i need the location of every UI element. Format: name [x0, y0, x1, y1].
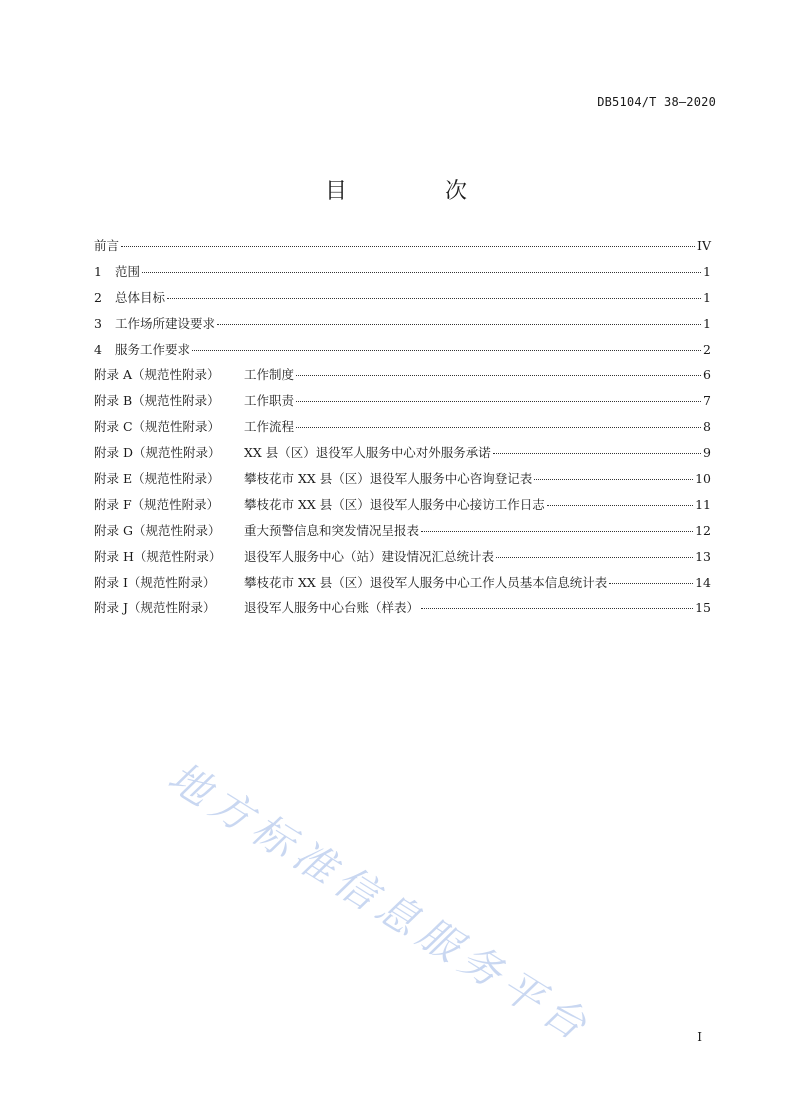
toc-entry-title: 服务工作要求: [115, 341, 191, 357]
toc-entry-title: 总体目标: [115, 289, 166, 305]
toc-entry[interactable]: [94, 573, 711, 599]
toc-entry-number: 3: [94, 315, 102, 331]
toc-entry-page: 1: [703, 289, 711, 305]
toc-dot-leader: [121, 246, 695, 247]
toc-dot-leader: [296, 427, 701, 428]
toc-entry[interactable]: [94, 391, 711, 417]
toc-entry-title: XX 县（区）退役军人服务中心对外服务承诺: [244, 445, 491, 461]
toc-entry-page: 1: [703, 263, 711, 279]
toc-entry-appendix-label: 附录 B（规范性附录）: [94, 393, 220, 409]
toc-entry-title: 退役军人服务中心台账（样表）: [244, 600, 420, 616]
toc-entry-page: 14: [695, 574, 711, 590]
toc-entry-title: 工作职责: [244, 393, 295, 409]
toc-dot-leader: [296, 375, 701, 376]
toc-entry[interactable]: [94, 443, 711, 469]
toc-entry-page: 9: [703, 445, 711, 461]
toc-entry-number: 1: [94, 263, 102, 279]
watermark: 地方标准信息服务平台: [159, 752, 601, 1053]
toc-entry-page: 8: [703, 419, 711, 435]
toc-entry-page: 7: [703, 393, 711, 409]
toc-dot-leader: [609, 583, 693, 584]
toc-dot-leader: [142, 272, 701, 273]
toc-entry[interactable]: [94, 417, 711, 443]
toc-entry-appendix-label: 附录 G（规范性附录）: [94, 522, 221, 538]
toc-entry[interactable]: [94, 314, 711, 340]
toc-entry-appendix-label: 附录 I（规范性附录）: [94, 574, 216, 590]
toc-entry-page: 6: [703, 367, 711, 383]
toc-entry-title: 工作流程: [244, 419, 295, 435]
toc-entry-title: 攀枝花市 XX 县（区）退役军人服务中心接访工作日志: [244, 496, 545, 512]
toc-entry-page: 13: [695, 548, 711, 564]
toc-entry[interactable]: [94, 340, 711, 366]
toc-entry-appendix-label: 附录 J（规范性附录）: [94, 600, 216, 616]
toc-dot-leader: [421, 531, 693, 532]
toc-dot-leader: [496, 557, 693, 558]
toc-dot-leader: [547, 505, 693, 506]
toc-entry-number: 2: [94, 289, 102, 305]
page-number: I: [697, 1030, 702, 1044]
toc-entry-appendix-label: 附录 H（规范性附录）: [94, 548, 222, 564]
toc-entry-title: 前言: [94, 238, 120, 253]
table-of-contents: [94, 236, 711, 624]
toc-entry-appendix-label: 附录 D（规范性附录）: [94, 445, 221, 461]
toc-entry-page: 2: [703, 341, 711, 357]
toc-entry-appendix-label: 附录 A（规范性附录）: [94, 367, 220, 383]
toc-entry[interactable]: [94, 547, 711, 573]
toc-entry[interactable]: [94, 262, 711, 288]
toc-entry-title: 工作场所建设要求: [115, 315, 216, 331]
toc-dot-leader: [421, 608, 693, 609]
toc-entry[interactable]: [94, 469, 711, 495]
toc-dot-leader: [192, 350, 701, 351]
toc-entry-page: 11: [695, 496, 711, 512]
toc-entry-appendix-label: 附录 C（规范性附录）: [94, 419, 221, 435]
toc-entry-page: 10: [695, 471, 711, 487]
toc-entry-title: 退役军人服务中心（站）建设情况汇总统计表: [244, 548, 495, 564]
toc-entry[interactable]: [94, 288, 711, 314]
toc-entry-title: 重大预警信息和突发情况呈报表: [244, 522, 420, 538]
toc-entry-appendix-label: 附录 F（规范性附录）: [94, 496, 220, 512]
toc-entry[interactable]: [94, 236, 711, 262]
toc-entry-title: 攀枝花市 XX 县（区）退役军人服务中心工作人员基本信息统计表: [244, 574, 608, 590]
toc-entry-title: 攀枝花市 XX 县（区）退役军人服务中心咨询登记表: [244, 471, 533, 487]
toc-entry-number: 4: [94, 341, 102, 357]
toc-entry-title: 工作制度: [244, 367, 295, 383]
toc-entry-title: 范围: [115, 263, 141, 279]
toc-dot-leader: [296, 401, 701, 402]
toc-entry-page: 15: [695, 600, 711, 616]
toc-dot-leader: [167, 298, 701, 299]
toc-dot-leader: [534, 479, 693, 480]
toc-dot-leader: [217, 324, 701, 325]
toc-entry[interactable]: [94, 495, 711, 521]
toc-dot-leader: [493, 453, 701, 454]
page-title: 目 次: [324, 179, 505, 204]
toc-entry[interactable]: [94, 598, 711, 624]
toc-entry-page: 12: [695, 522, 711, 538]
toc-entry-page: 1: [703, 315, 711, 331]
toc-entry[interactable]: [94, 365, 711, 391]
toc-entry[interactable]: [94, 521, 711, 547]
toc-entry-appendix-label: 附录 E（规范性附录）: [94, 471, 220, 487]
toc-entry-page: IV: [697, 238, 711, 253]
document-code: DB5104/T 38—2020: [597, 95, 716, 109]
